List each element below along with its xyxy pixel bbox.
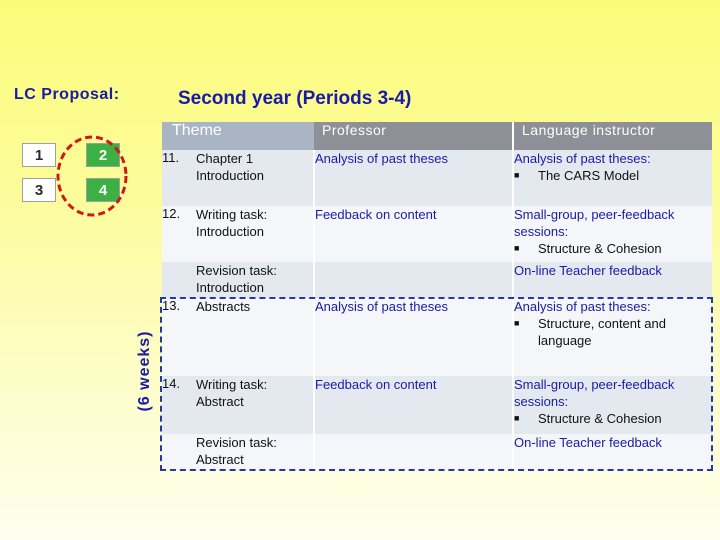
language-bullet: The CARS Model xyxy=(538,168,640,183)
professor-cell: Analysis of past theses xyxy=(314,298,513,376)
bullet-icon: ■ xyxy=(514,243,520,253)
table-row xyxy=(162,262,712,298)
theme-line: Introduction xyxy=(196,168,264,183)
professor-cell: Feedback on content xyxy=(314,206,513,262)
period-box-3: 3 xyxy=(22,178,56,202)
highlight-circle xyxy=(50,132,140,222)
lc-proposal-title: LC Proposal: xyxy=(14,86,120,103)
table-row xyxy=(162,206,712,262)
language-line: sessions: xyxy=(514,224,569,239)
theme-line: Introduction xyxy=(196,280,264,295)
language-cell xyxy=(513,434,712,470)
theme-cell xyxy=(196,206,314,262)
theme-line: Abstract xyxy=(196,394,244,409)
theme-line: Revision task: xyxy=(196,263,277,278)
theme-cell xyxy=(196,262,314,298)
duration-label-container xyxy=(130,300,160,442)
language-line: Small-group, peer-feedback xyxy=(514,377,675,392)
duration-label: (6 weeks) xyxy=(136,330,153,412)
professor-cell xyxy=(314,434,513,470)
bullet-icon: ■ xyxy=(514,318,520,328)
table-row xyxy=(162,298,712,376)
language-bullet: Structure & Cohesion xyxy=(538,241,662,256)
row-number xyxy=(162,434,196,470)
language-bullet-line: Structure, content and xyxy=(538,316,666,331)
language-bullet xyxy=(538,315,666,349)
theme-line: Introduction xyxy=(196,224,264,239)
schedule-table xyxy=(162,122,712,470)
theme-cell xyxy=(196,150,314,206)
period-box-4: 4 xyxy=(86,178,120,202)
theme-line: Writing task: xyxy=(196,207,268,222)
language-bullet-line: language xyxy=(538,333,592,348)
language-line: sessions: xyxy=(514,394,569,409)
header-theme: Theme xyxy=(162,122,314,150)
table-row xyxy=(162,150,712,206)
theme-line: Abstract xyxy=(196,452,244,467)
theme-line: Chapter 1 xyxy=(196,151,254,166)
header-professor: Professor xyxy=(314,122,513,150)
period-box-2: 2 xyxy=(86,143,120,167)
bullet-icon: ■ xyxy=(514,413,520,423)
professor-cell: Analysis of past theses xyxy=(314,150,513,206)
bullet-icon: ■ xyxy=(514,170,520,180)
table-row xyxy=(162,434,712,470)
language-cell xyxy=(513,206,712,262)
theme-cell xyxy=(196,298,314,376)
language-line: On-line Teacher feedback xyxy=(514,263,662,278)
professor-cell xyxy=(314,262,513,298)
language-cell xyxy=(513,150,712,206)
language-line: Small-group, peer-feedback xyxy=(514,207,675,222)
language-cell xyxy=(513,298,712,376)
row-number: 11. xyxy=(162,150,180,165)
professor-cell: Feedback on content xyxy=(314,376,513,434)
row-number: 12. xyxy=(162,206,181,221)
header-language-instructor: Language instructor xyxy=(513,122,712,150)
table-row xyxy=(162,376,712,434)
language-bullet: Structure & Cohesion xyxy=(538,411,662,426)
theme-cell xyxy=(196,434,314,470)
language-line: Analysis of past theses: xyxy=(514,151,651,166)
language-line: Analysis of past theses: xyxy=(514,299,651,314)
row-number xyxy=(162,262,196,298)
row-number: 13. xyxy=(162,298,181,313)
row-number: 14. xyxy=(162,376,181,391)
page-subtitle: Second year (Periods 3-4) xyxy=(178,88,412,109)
language-cell xyxy=(513,262,712,298)
language-cell xyxy=(513,376,712,434)
theme-cell xyxy=(196,376,314,434)
theme-line: Revision task: xyxy=(196,435,277,450)
theme-line: Abstracts xyxy=(196,299,251,314)
period-box-1: 1 xyxy=(22,143,56,167)
table-header-row xyxy=(162,122,712,150)
language-line: On-line Teacher feedback xyxy=(514,435,662,450)
theme-line: Writing task: xyxy=(196,377,268,392)
